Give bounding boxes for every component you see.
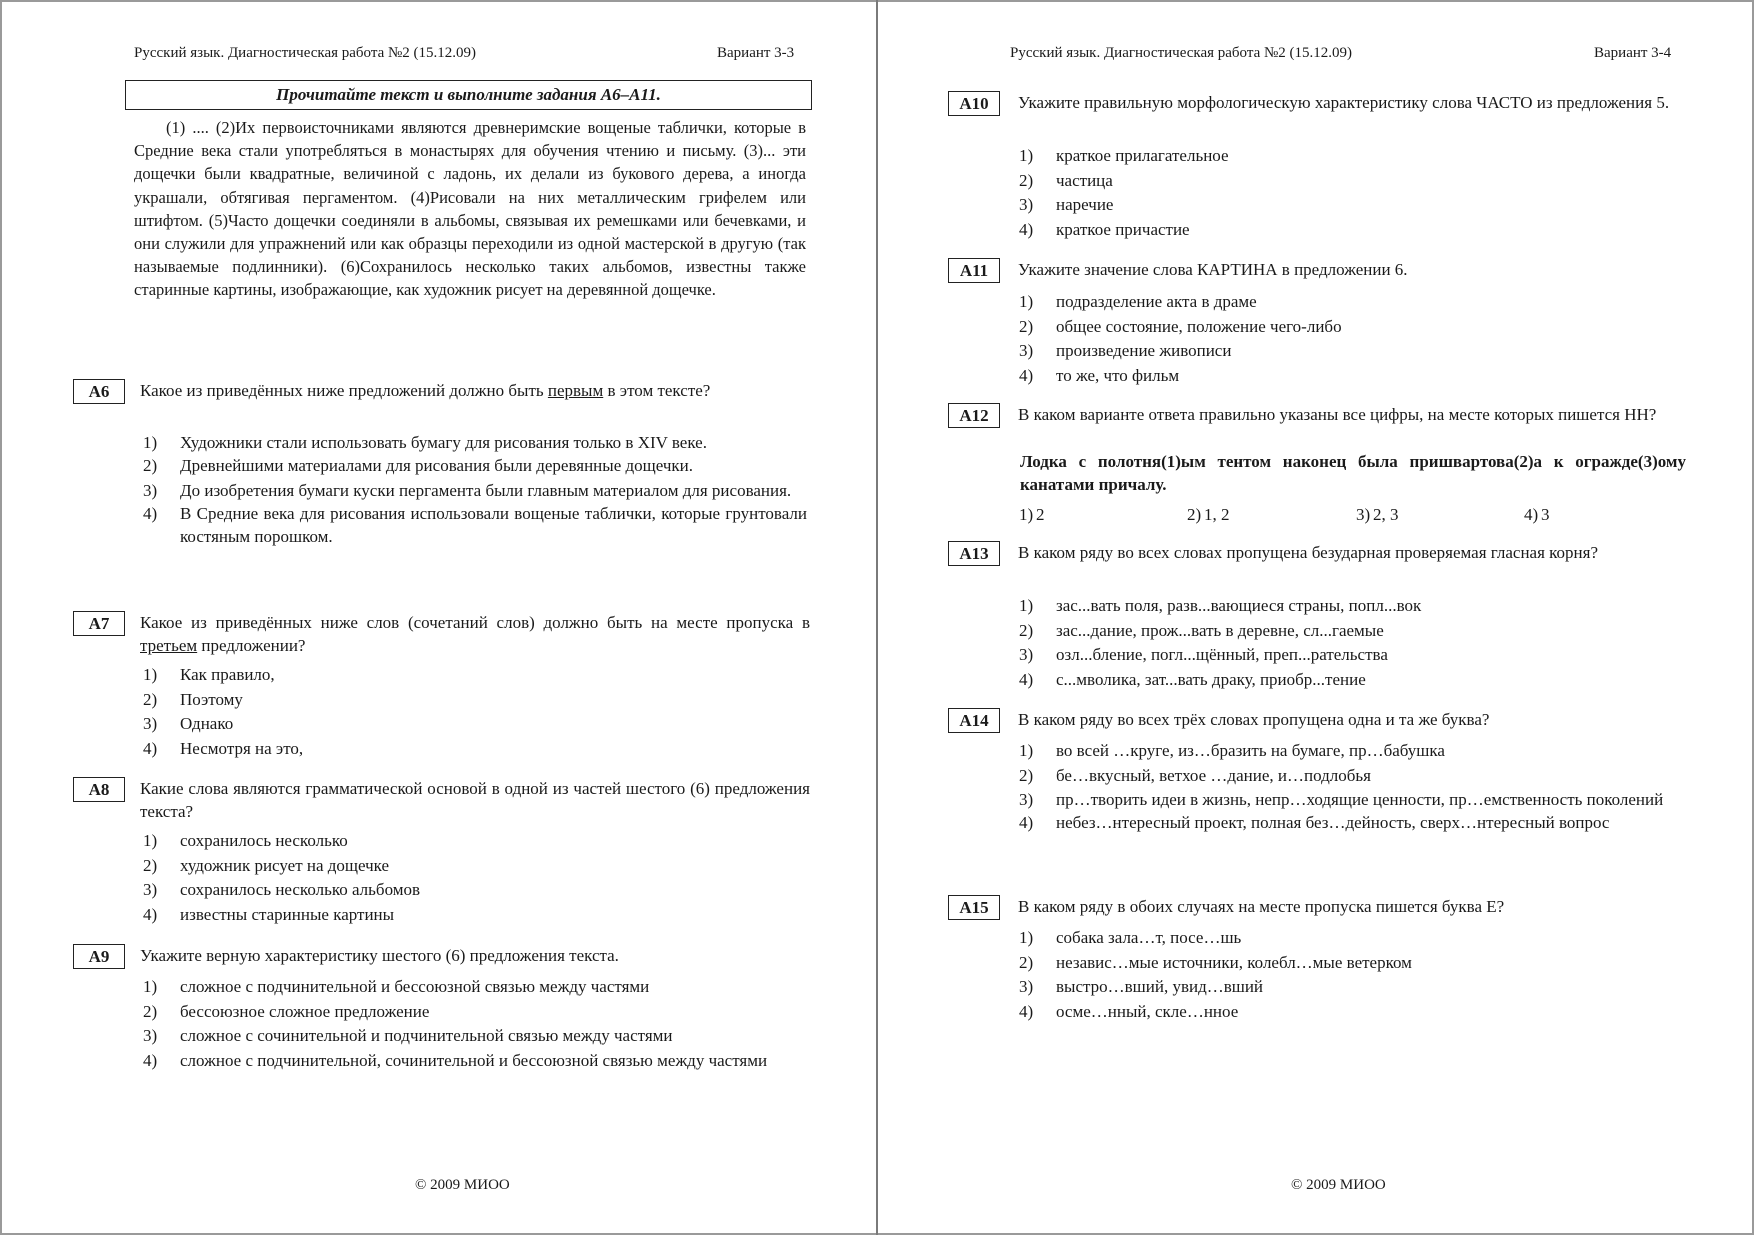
answer-option[interactable]: 1) подразделение акта в драме [1019,292,1257,311]
answer-option[interactable]: 4) осме…нный, скле…нное [1019,1001,1239,1021]
answer-option[interactable]: 4) сложное с подчинительной, сочинительной и бессоюзной связью между частями [143,1050,768,1070]
underlined-word: первым [547,381,604,400]
question-text: В каком ряду в обоих случаях на месте пропуска пишется буква Е? [1018,897,1505,916]
options-list [143,975,807,1072]
answer-option[interactable]: 4) В Средние века для рисования использовали вощеные таблички, которые грунтовали костяным порошком. [143,503,807,546]
question-text: В каком ряду во всех трёх словах пропущена одна и та же буква? [1018,710,1490,729]
answer-option[interactable]: 2) независ…мые источники, колебл…мые ветерком [1019,952,1412,972]
answer-option[interactable]: 1) сохранилось несколько [143,831,348,850]
options-list [143,431,807,548]
header-title: Русский язык. Диагностическая работа №2 (15.12.09) [134,45,477,61]
options-list [1019,290,1685,388]
question-text: Какие слова являются грамматической основой в одной из частей шестого (6) предложения текста? [140,779,810,821]
answer-option[interactable]: 2) Древнейшими материалами для рисования были деревянные дощечки. [143,456,694,475]
answer-option[interactable]: 4) с...мволика, зат...вать драку, приобр...тение [1019,669,1366,689]
question-number: А11 [948,258,1000,283]
example-sentence: Лодка с полотня(1)ым тентом наконец была пришвартова(2)а к огражде(3)ому канатами причалу. [1020,452,1686,494]
answer-option[interactable]: 4) 3 [1524,505,1550,524]
answer-option[interactable]: 2) бе…вкусный, ветхое …дание, и…подлобья [1019,765,1371,785]
question-number: А10 [948,91,1000,116]
page-right [878,0,1752,1235]
question-number: А14 [948,708,1000,733]
answer-option[interactable]: 4) то же, что фильм [1019,365,1180,385]
reading-passage: (1) .... (2)Их первоисточниками являются древнеримские вощеные таблички, которые в Средние века стали употребляться в монастырях для обучения чтению и письму. (3)... эти дощечки были квадратные, величиной с ладонь, их делали из букового дерева, а иногда украшали, обтягивая пергаментом. (4)Рисовали на них металлическим грифелем или штифтом. (5)Часто дощечки соединяли в альбомы, связывая их ремешками или бечевками, и они служили для упражнений или как образцы переходили из одной мастерской в другую (так называемые подлинники). (6)Сохранилось несколько таких альбомов, известны также старинные картины, изображающие, как художник рисует на деревянной дощечке. [134,118,806,300]
footer-copyright: © 2009 МИОО [1291,1177,1386,1193]
options-list [1019,594,1685,692]
question-text: В каком ряду во всех словах пропущена безударная проверяемая гласная корня? [1018,543,1599,562]
question-text: Укажите верную характеристику шестого (6) предложения текста. [140,946,619,965]
answer-option[interactable]: 4) краткое причастие [1019,219,1190,239]
answer-option[interactable]: 1) Художники стали использовать бумагу для рисования только в XIV веке. [143,433,707,452]
answer-option[interactable]: 3) Однако [143,714,234,733]
header-variant: Вариант 3-3 [717,45,795,61]
header-title: Русский язык. Диагностическая работа №2 (15.12.09) [1010,45,1353,61]
question-number: А12 [948,403,1000,428]
answer-option[interactable]: 3) сложное с сочинительной и подчинительной связью между частями [143,1026,673,1045]
page-left [0,0,876,1235]
question-number: А15 [948,895,1000,920]
options-list [1019,739,1685,834]
answer-option[interactable]: 3) До изобретения бумаги куски пергамента были главным материалом для рисования. [143,480,792,500]
question-number: А8 [73,777,125,802]
answer-option[interactable]: 2) Поэтому [143,689,243,709]
question-text: Какое из приведённых ниже предложений должно быть первым в этом тексте? [140,381,711,400]
answer-option[interactable]: 2) художник рисует на дощечке [143,855,390,875]
question-number: А7 [73,611,125,636]
answer-option[interactable]: 1) 2 [1019,505,1045,524]
options-list [1019,144,1685,242]
inline-options [1019,503,1685,527]
answer-option[interactable]: 3) выстро…вший, увид…вший [1019,977,1264,996]
options-list [143,663,807,761]
answer-option[interactable]: 4) известны старинные картины [143,904,395,924]
answer-option[interactable]: 1) собака зала…т, посе…шь [1019,928,1242,947]
options-list [1019,926,1685,1024]
answer-option[interactable]: 1) краткое прилагательное [1019,146,1229,165]
answer-option[interactable]: 4) Несмотря на это, [143,738,304,758]
answer-option[interactable]: 2) зас...дание, прож...вать в деревне, сл...гаемые [1019,620,1384,640]
answer-option[interactable]: 2) общее состояние, положение чего-либо [1019,316,1342,336]
answer-option[interactable]: 2) частица [1019,170,1113,190]
answer-option[interactable]: 4) небез…нтересный проект, полная без…дейность, сверх…нтересный вопрос [1019,813,1610,832]
question-text: Укажите значение слова КАРТИНА в предложении 6. [1018,260,1408,279]
answer-option[interactable]: 3) 2, 3 [1356,505,1399,524]
answer-option[interactable]: 3) пр…творить идеи в жизнь, непр…ходящие ценности, пр…емственность поколений [1019,790,1664,809]
question-text: Укажите правильную морфологическую характеристику слова ЧАСТО из предложения 5. [1018,93,1670,112]
answer-option[interactable]: 3) сохранилось несколько альбомов [143,880,421,899]
question-number: А13 [948,541,1000,566]
answer-option[interactable]: 1) во всей …круге, из…бразить на бумаге, пр…бабушка [1019,741,1445,760]
answer-option[interactable]: 1) зас...вать поля, разв...вающиеся страны, попл...вок [1019,596,1422,615]
question-number: А6 [73,379,125,404]
answer-option[interactable]: 1) Как правило, [143,665,275,684]
footer-copyright: © 2009 МИОО [415,1177,510,1193]
question-text: В каком варианте ответа правильно указаны все цифры, на месте которых пишется НН? [1018,405,1657,424]
underlined-word: третьем [140,636,198,655]
answer-option[interactable]: 2) бессоюзное сложное предложение [143,1001,430,1021]
question-number: А9 [73,944,125,969]
header-variant: Вариант 3-4 [1594,45,1672,61]
question-text: Какое из приведённых ниже слов (сочетаний слов) должно быть на месте пропуска в третьем предложении? [140,613,810,655]
answer-option[interactable]: 3) произведение живописи [1019,341,1232,360]
instruction-banner: Прочитайте текст и выполните задания А6–А11. [125,80,812,110]
answer-option[interactable]: 1) сложное с подчинительной и бессоюзной связью между частями [143,977,650,996]
options-list [143,829,807,927]
answer-option[interactable]: 2) 1, 2 [1187,505,1230,524]
answer-option[interactable]: 3) наречие [1019,195,1114,214]
answer-option[interactable]: 3) озл...бление, погл...щённый, преп...рательства [1019,645,1388,664]
